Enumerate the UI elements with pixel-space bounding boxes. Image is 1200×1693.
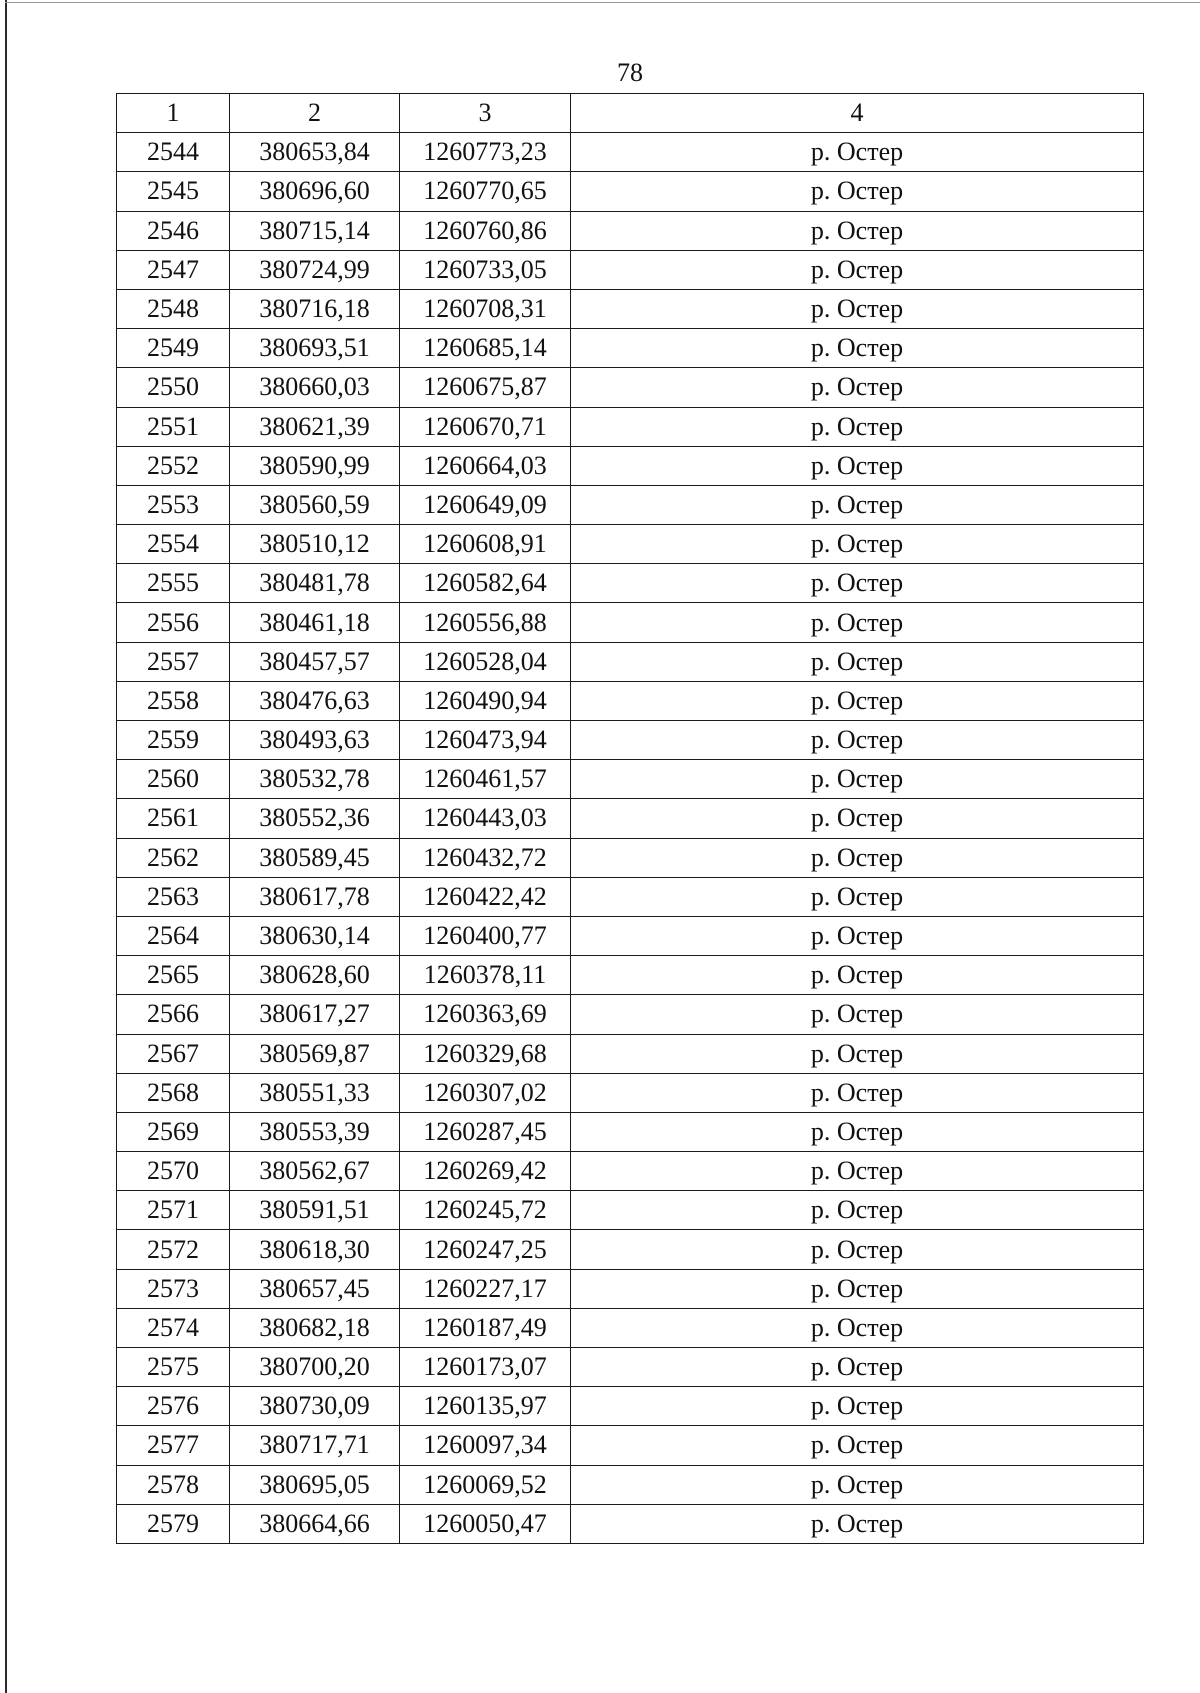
coordinates-table xyxy=(116,93,1144,1544)
y-coordinate-cell: 1260247,25 xyxy=(400,1230,571,1269)
y-coordinate-cell: 1260770,65 xyxy=(400,172,571,211)
y-coordinate-cell: 1260329,68 xyxy=(400,1034,571,1073)
y-coordinate-cell: 1260245,72 xyxy=(400,1191,571,1230)
x-coordinate-cell: 380589,45 xyxy=(230,838,400,877)
y-coordinate-cell: 1260528,04 xyxy=(400,642,571,681)
x-coordinate-cell: 380628,60 xyxy=(230,956,400,995)
table-row xyxy=(117,329,1144,368)
table-row xyxy=(117,446,1144,485)
x-coordinate-cell: 380553,39 xyxy=(230,1112,400,1151)
point-number-cell: 2570 xyxy=(117,1152,230,1191)
table-row xyxy=(117,172,1144,211)
point-number-cell: 2572 xyxy=(117,1230,230,1269)
y-coordinate-cell: 1260649,09 xyxy=(400,485,571,524)
table-row xyxy=(117,368,1144,407)
point-number-cell: 2563 xyxy=(117,877,230,916)
description-cell: р. Остер xyxy=(571,250,1144,289)
point-number-cell: 2560 xyxy=(117,760,230,799)
table-row xyxy=(117,1308,1144,1347)
point-number-cell: 2548 xyxy=(117,289,230,328)
table-row xyxy=(117,1230,1144,1269)
description-cell: р. Остер xyxy=(571,642,1144,681)
x-coordinate-cell: 380552,36 xyxy=(230,799,400,838)
table-row xyxy=(117,1073,1144,1112)
description-cell: р. Остер xyxy=(571,564,1144,603)
x-coordinate-cell: 380716,18 xyxy=(230,289,400,328)
point-number-cell: 2578 xyxy=(117,1465,230,1504)
y-coordinate-cell: 1260760,86 xyxy=(400,211,571,250)
x-coordinate-cell: 380562,67 xyxy=(230,1152,400,1191)
x-coordinate-cell: 380682,18 xyxy=(230,1308,400,1347)
point-number-cell: 2552 xyxy=(117,446,230,485)
table-row xyxy=(117,1112,1144,1151)
description-cell: р. Остер xyxy=(571,407,1144,446)
point-number-cell: 2577 xyxy=(117,1426,230,1465)
column-header: 3 xyxy=(400,94,571,133)
y-coordinate-cell: 1260378,11 xyxy=(400,956,571,995)
x-coordinate-cell: 380630,14 xyxy=(230,916,400,955)
x-coordinate-cell: 380730,09 xyxy=(230,1387,400,1426)
description-cell: р. Остер xyxy=(571,211,1144,250)
point-number-cell: 2571 xyxy=(117,1191,230,1230)
table-row xyxy=(117,1034,1144,1073)
point-number-cell: 2558 xyxy=(117,681,230,720)
description-cell: р. Остер xyxy=(571,760,1144,799)
point-number-cell: 2559 xyxy=(117,721,230,760)
description-cell: р. Остер xyxy=(571,1112,1144,1151)
point-number-cell: 2555 xyxy=(117,564,230,603)
x-coordinate-cell: 380657,45 xyxy=(230,1269,400,1308)
table-row xyxy=(117,1426,1144,1465)
table-row xyxy=(117,133,1144,172)
point-number-cell: 2561 xyxy=(117,799,230,838)
description-cell: р. Остер xyxy=(571,1426,1144,1465)
x-coordinate-cell: 380693,51 xyxy=(230,329,400,368)
table-row xyxy=(117,799,1144,838)
point-number-cell: 2566 xyxy=(117,995,230,1034)
x-coordinate-cell: 380696,60 xyxy=(230,172,400,211)
x-coordinate-cell: 380560,59 xyxy=(230,485,400,524)
point-number-cell: 2568 xyxy=(117,1073,230,1112)
description-cell: р. Остер xyxy=(571,368,1144,407)
description-cell: р. Остер xyxy=(571,1504,1144,1543)
y-coordinate-cell: 1260664,03 xyxy=(400,446,571,485)
point-number-cell: 2557 xyxy=(117,642,230,681)
y-coordinate-cell: 1260400,77 xyxy=(400,916,571,955)
description-cell: р. Остер xyxy=(571,133,1144,172)
y-coordinate-cell: 1260307,02 xyxy=(400,1073,571,1112)
table-row xyxy=(117,1504,1144,1543)
y-coordinate-cell: 1260685,14 xyxy=(400,329,571,368)
x-coordinate-cell: 380590,99 xyxy=(230,446,400,485)
point-number-cell: 2549 xyxy=(117,329,230,368)
description-cell: р. Остер xyxy=(571,446,1144,485)
table-row xyxy=(117,956,1144,995)
description-cell: р. Остер xyxy=(571,1034,1144,1073)
table-row xyxy=(117,995,1144,1034)
point-number-cell: 2575 xyxy=(117,1348,230,1387)
table-row xyxy=(117,289,1144,328)
x-coordinate-cell: 380457,57 xyxy=(230,642,400,681)
y-coordinate-cell: 1260227,17 xyxy=(400,1269,571,1308)
x-coordinate-cell: 380481,78 xyxy=(230,564,400,603)
scan-edge-top xyxy=(5,2,1200,3)
point-number-cell: 2565 xyxy=(117,956,230,995)
column-header: 4 xyxy=(571,94,1144,133)
table-row xyxy=(117,603,1144,642)
x-coordinate-cell: 380664,66 xyxy=(230,1504,400,1543)
page-number: 78 xyxy=(617,58,643,87)
point-number-cell: 2574 xyxy=(117,1308,230,1347)
description-cell: р. Остер xyxy=(571,289,1144,328)
point-number-cell: 2547 xyxy=(117,250,230,289)
table-row xyxy=(117,485,1144,524)
y-coordinate-cell: 1260733,05 xyxy=(400,250,571,289)
y-coordinate-cell: 1260675,87 xyxy=(400,368,571,407)
description-cell: р. Остер xyxy=(571,721,1144,760)
y-coordinate-cell: 1260443,03 xyxy=(400,799,571,838)
y-coordinate-cell: 1260556,88 xyxy=(400,603,571,642)
table-row xyxy=(117,1269,1144,1308)
point-number-cell: 2567 xyxy=(117,1034,230,1073)
description-cell: р. Остер xyxy=(571,1230,1144,1269)
point-number-cell: 2562 xyxy=(117,838,230,877)
x-coordinate-cell: 380617,78 xyxy=(230,877,400,916)
table-row xyxy=(117,1152,1144,1191)
x-coordinate-cell: 380660,03 xyxy=(230,368,400,407)
x-coordinate-cell: 380591,51 xyxy=(230,1191,400,1230)
x-coordinate-cell: 380700,20 xyxy=(230,1348,400,1387)
table-row xyxy=(117,642,1144,681)
table-row xyxy=(117,211,1144,250)
description-cell: р. Остер xyxy=(571,916,1144,955)
description-cell: р. Остер xyxy=(571,877,1144,916)
table-row xyxy=(117,877,1144,916)
scan-edge-left xyxy=(5,0,7,1693)
description-cell: р. Остер xyxy=(571,995,1144,1034)
point-number-cell: 2569 xyxy=(117,1112,230,1151)
x-coordinate-cell: 380653,84 xyxy=(230,133,400,172)
point-number-cell: 2564 xyxy=(117,916,230,955)
x-coordinate-cell: 380493,63 xyxy=(230,721,400,760)
y-coordinate-cell: 1260582,64 xyxy=(400,564,571,603)
y-coordinate-cell: 1260269,42 xyxy=(400,1152,571,1191)
y-coordinate-cell: 1260473,94 xyxy=(400,721,571,760)
x-coordinate-cell: 380618,30 xyxy=(230,1230,400,1269)
description-cell: р. Остер xyxy=(571,681,1144,720)
y-coordinate-cell: 1260050,47 xyxy=(400,1504,571,1543)
description-cell: р. Остер xyxy=(571,485,1144,524)
description-cell: р. Остер xyxy=(571,1348,1144,1387)
table-row xyxy=(117,721,1144,760)
description-cell: р. Остер xyxy=(571,172,1144,211)
point-number-cell: 2551 xyxy=(117,407,230,446)
point-number-cell: 2546 xyxy=(117,211,230,250)
table-row xyxy=(117,916,1144,955)
description-cell: р. Остер xyxy=(571,525,1144,564)
description-cell: р. Остер xyxy=(571,956,1144,995)
y-coordinate-cell: 1260069,52 xyxy=(400,1465,571,1504)
y-coordinate-cell: 1260187,49 xyxy=(400,1308,571,1347)
description-cell: р. Остер xyxy=(571,838,1144,877)
description-cell: р. Остер xyxy=(571,1308,1144,1347)
table-row xyxy=(117,838,1144,877)
table-header-row xyxy=(117,94,1144,133)
point-number-cell: 2545 xyxy=(117,172,230,211)
y-coordinate-cell: 1260432,72 xyxy=(400,838,571,877)
description-cell: р. Остер xyxy=(571,799,1144,838)
y-coordinate-cell: 1260670,71 xyxy=(400,407,571,446)
point-number-cell: 2579 xyxy=(117,1504,230,1543)
point-number-cell: 2544 xyxy=(117,133,230,172)
y-coordinate-cell: 1260287,45 xyxy=(400,1112,571,1151)
x-coordinate-cell: 380617,27 xyxy=(230,995,400,1034)
description-cell: р. Остер xyxy=(571,1387,1144,1426)
table-row xyxy=(117,525,1144,564)
x-coordinate-cell: 380510,12 xyxy=(230,525,400,564)
x-coordinate-cell: 380461,18 xyxy=(230,603,400,642)
y-coordinate-cell: 1260135,97 xyxy=(400,1387,571,1426)
x-coordinate-cell: 380724,99 xyxy=(230,250,400,289)
table-row xyxy=(117,250,1144,289)
table-row xyxy=(117,1191,1144,1230)
x-coordinate-cell: 380532,78 xyxy=(230,760,400,799)
table-row xyxy=(117,760,1144,799)
description-cell: р. Остер xyxy=(571,1269,1144,1308)
description-cell: р. Остер xyxy=(571,603,1144,642)
x-coordinate-cell: 380621,39 xyxy=(230,407,400,446)
point-number-cell: 2554 xyxy=(117,525,230,564)
table-body xyxy=(117,133,1144,1544)
y-coordinate-cell: 1260461,57 xyxy=(400,760,571,799)
x-coordinate-cell: 380695,05 xyxy=(230,1465,400,1504)
y-coordinate-cell: 1260773,23 xyxy=(400,133,571,172)
point-number-cell: 2573 xyxy=(117,1269,230,1308)
table-row xyxy=(117,1387,1144,1426)
point-number-cell: 2553 xyxy=(117,485,230,524)
x-coordinate-cell: 380476,63 xyxy=(230,681,400,720)
y-coordinate-cell: 1260708,31 xyxy=(400,289,571,328)
x-coordinate-cell: 380569,87 xyxy=(230,1034,400,1073)
description-cell: р. Остер xyxy=(571,1152,1144,1191)
y-coordinate-cell: 1260608,91 xyxy=(400,525,571,564)
y-coordinate-cell: 1260097,34 xyxy=(400,1426,571,1465)
x-coordinate-cell: 380717,71 xyxy=(230,1426,400,1465)
table-row xyxy=(117,1348,1144,1387)
table-row xyxy=(117,407,1144,446)
y-coordinate-cell: 1260490,94 xyxy=(400,681,571,720)
x-coordinate-cell: 380551,33 xyxy=(230,1073,400,1112)
table-row xyxy=(117,1465,1144,1504)
description-cell: р. Остер xyxy=(571,329,1144,368)
x-coordinate-cell: 380715,14 xyxy=(230,211,400,250)
description-cell: р. Остер xyxy=(571,1191,1144,1230)
description-cell: р. Остер xyxy=(571,1073,1144,1112)
table-row xyxy=(117,681,1144,720)
description-cell: р. Остер xyxy=(571,1465,1144,1504)
table-row xyxy=(117,564,1144,603)
y-coordinate-cell: 1260173,07 xyxy=(400,1348,571,1387)
point-number-cell: 2550 xyxy=(117,368,230,407)
point-number-cell: 2556 xyxy=(117,603,230,642)
column-header: 2 xyxy=(230,94,400,133)
point-number-cell: 2576 xyxy=(117,1387,230,1426)
y-coordinate-cell: 1260422,42 xyxy=(400,877,571,916)
y-coordinate-cell: 1260363,69 xyxy=(400,995,571,1034)
column-header: 1 xyxy=(117,94,230,133)
